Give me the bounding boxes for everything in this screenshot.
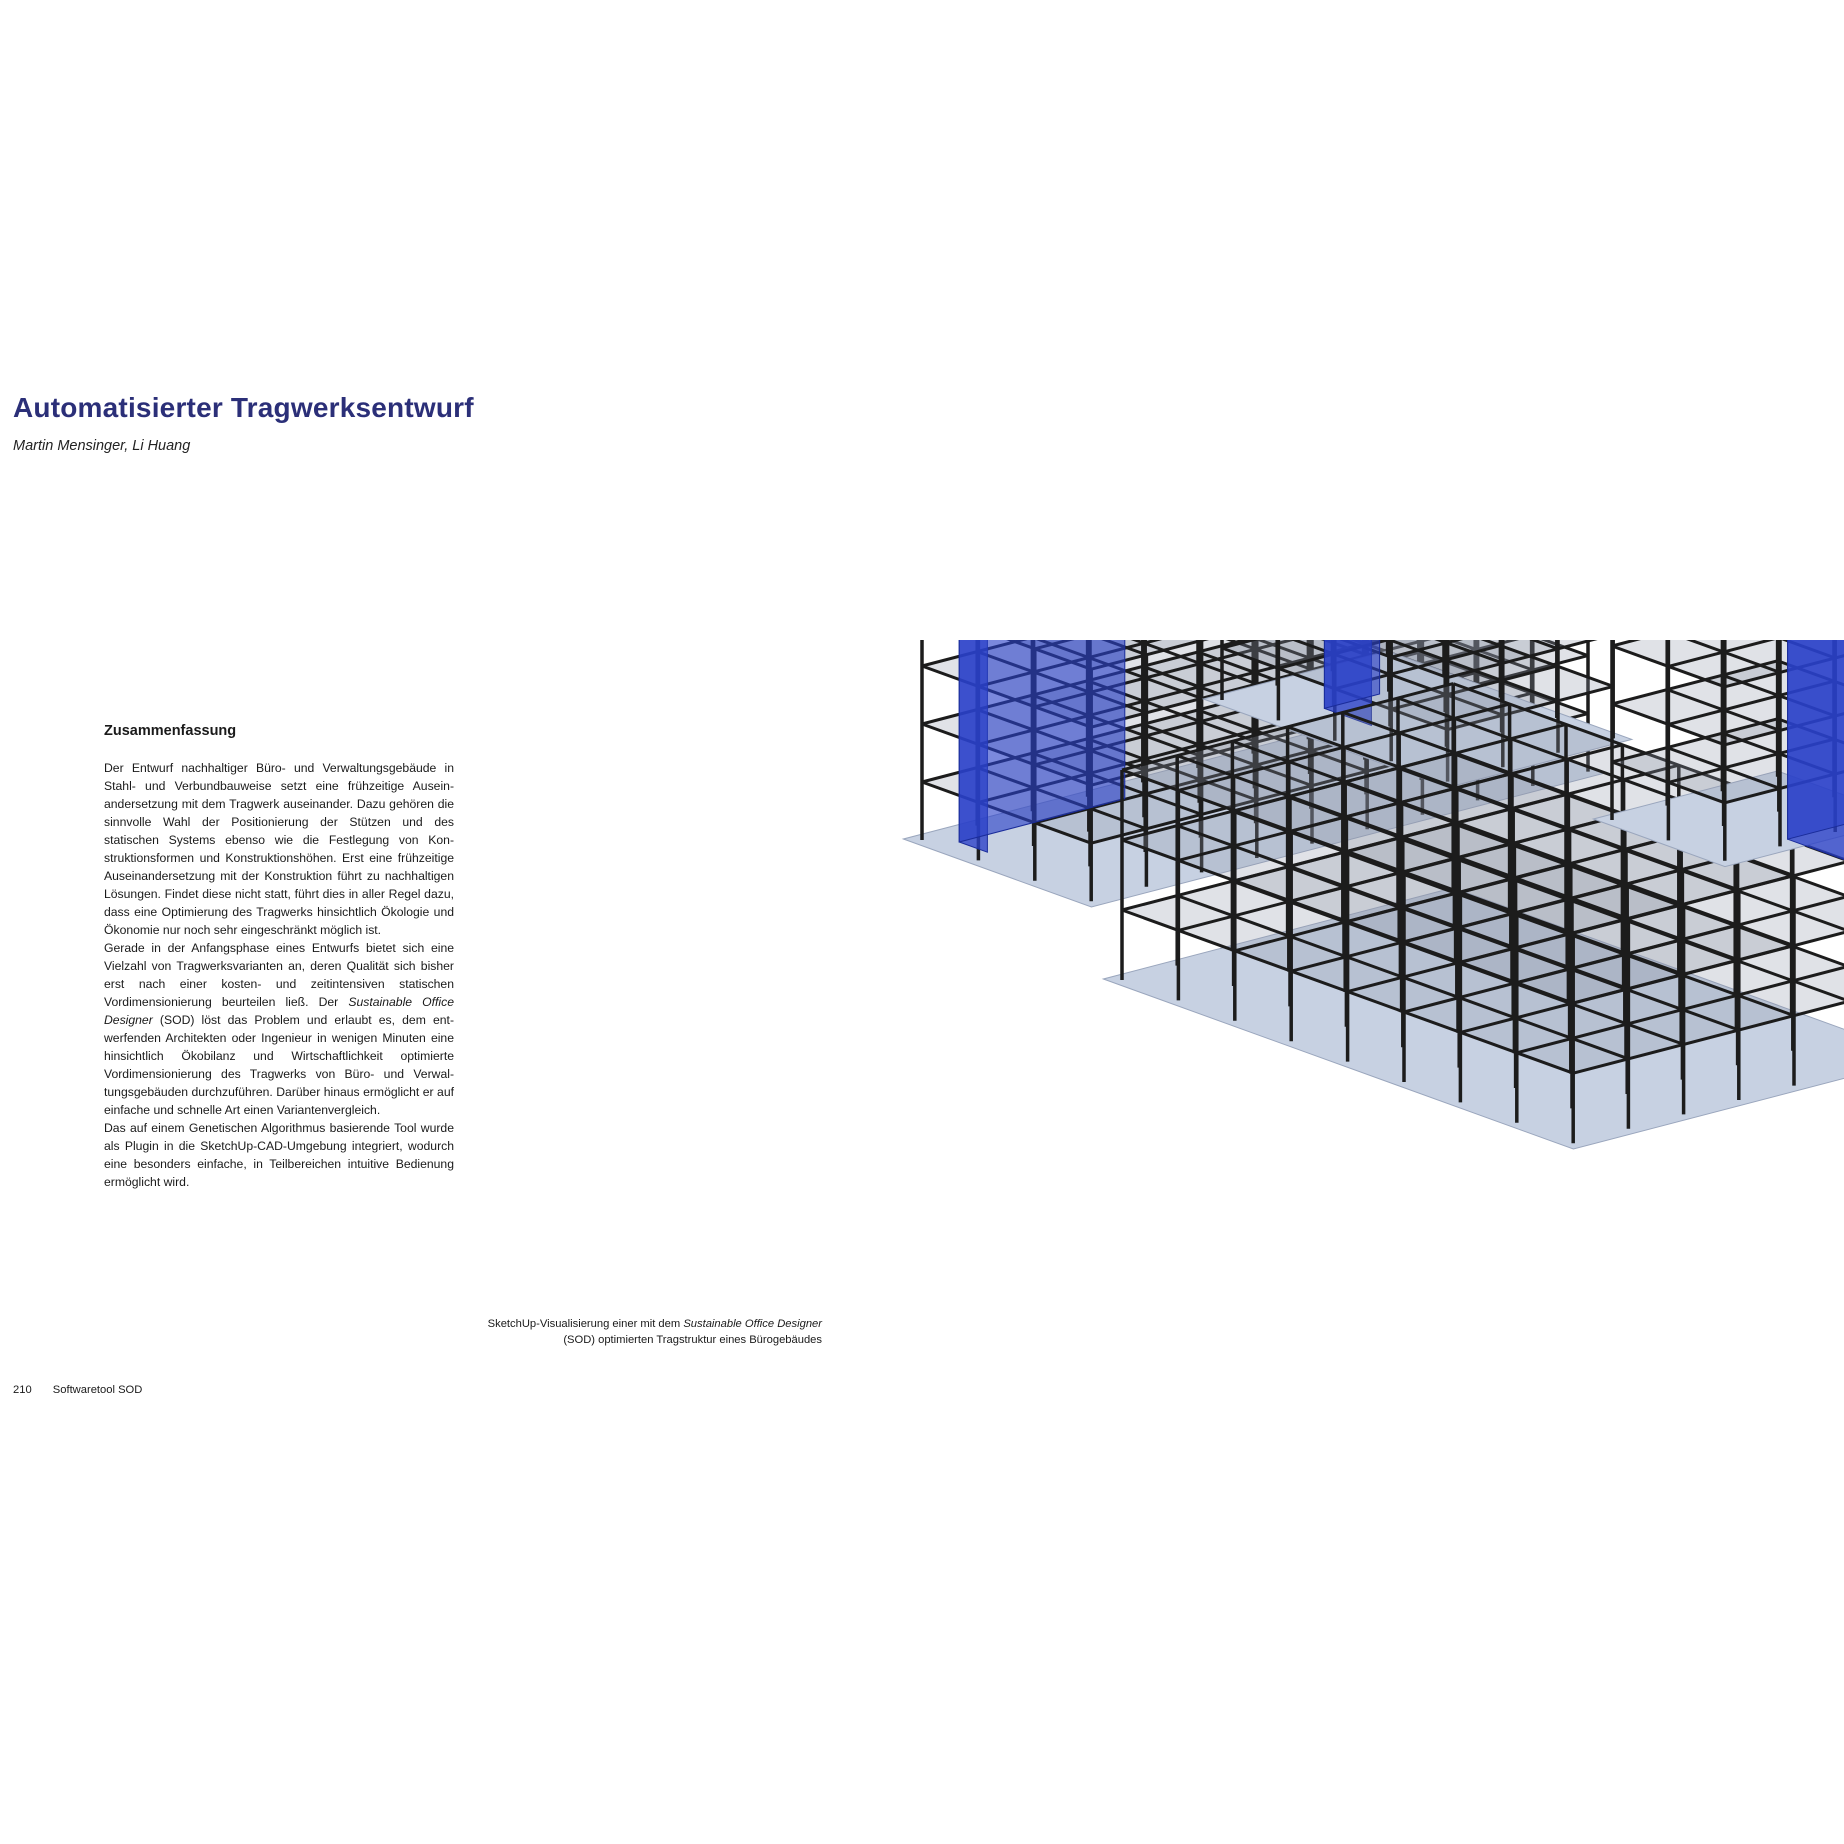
abstract-paragraph-2 [104, 939, 454, 1119]
caption-product-name: Sustainable Office Designer [683, 1318, 822, 1330]
abstract-paragraph-2-end: (SOD) löst das Problem und erlaubt es, dem entwerfenden Architekten oder Ingenieur in wenigen Minuten eine hinsichtlich Ökobilanz und Wirtschaftlichkeit optimierte Vordimensionierung des Tragwerks von Büro- und Verwaltungsgebäuden durchzuführen. Darüber hinaus ermöglicht er auf einfache und schnelle Art einen Variantenvergleich. [104, 1013, 454, 1117]
building-structure-figure [892, 640, 1844, 1460]
abstract-product-name: Sustainable Office Designer [104, 995, 454, 1027]
article-authors: Martin Mensinger, Li Huang [13, 438, 191, 454]
abstract-text [104, 759, 454, 1191]
running-title: Softwaretool SOD [52, 1384, 143, 1396]
page-footer [13, 1384, 142, 1396]
abstract-paragraph-2-start: Gerade in der Anfangsphase eines Entwurfs bietet sich eine Vielzahl von Tragwerksvarianten an, deren Qualität sich bisher erst nach einer kosten- und zeitintensiven statischen Vordimensionierung beurteilen ließ. Der [104, 941, 454, 1009]
caption-line-1 [480, 1316, 822, 1332]
right-core [1788, 640, 1844, 839]
caption-line-1-start: SketchUp-Visualisierung einer mit dem [487, 1318, 684, 1330]
building-structure-illustration [892, 640, 1844, 1460]
article-title: Automatisierter Tragwerksentwurf [13, 392, 474, 423]
abstract-paragraph-1: Der Entwurf nachhaltiger Büro- und Verwaltungsgebäude in Stahl- und Verbundbauweise setzt eine frühzeitige Auseinandersetzung mit dem Tragwerk auseinander. Dazu gehören die sinnvolle Wahl der Positionierung der Stützen und des statischen Systems ebenso wie die Festlegung von Konstruktionsformen und Konstruktionshöhen. Erst eine frühzeitige Auseinandersetzung mit der Konstruktion führt zu nachhaltigen Lösungen. Findet diese nicht statt, führt dies in aller Regel dazu, dass eine Optimierung des Tragwerks hinsichtlich Ökologie und Ökonomie nur noch sehr eingeschränkt möglich ist. [104, 761, 454, 937]
abstract-paragraph-3: Das auf einem Genetischen Algorithmus basierende Tool wurde als Plugin in die SketchUp-CAD-Umgebung integriert, wodurch eine besonders einfache, in Teilbereichen intuitive Bedienung ermöglicht wird. [104, 1121, 454, 1189]
page-number: 210 [13, 1384, 32, 1396]
caption-line-2: (SOD) optimierten Tragstruktur eines Bürogebäudes [563, 1334, 822, 1346]
abstract-heading: Zusammenfassung [104, 723, 237, 739]
figure-caption [480, 1316, 822, 1348]
